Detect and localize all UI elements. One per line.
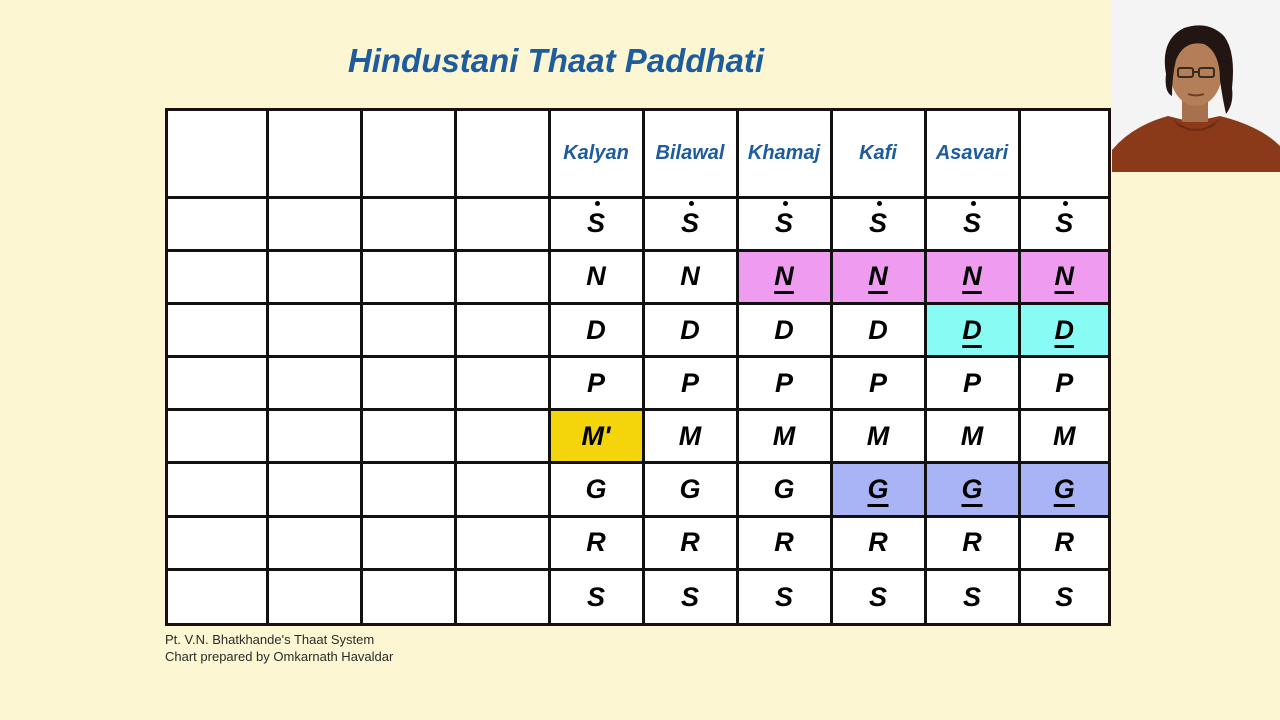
swara-cell [1019, 250, 1108, 303]
note-label: P [586, 367, 605, 398]
empty-cell [361, 303, 455, 356]
thaat-chart [165, 108, 1111, 626]
swara-cell [737, 250, 831, 303]
empty-cell [361, 250, 455, 303]
note-label: R [774, 527, 794, 558]
komal-note: N [774, 261, 794, 292]
empty-cell [361, 570, 455, 623]
empty-cell [455, 516, 549, 569]
swara-cell [925, 357, 1019, 409]
swara-row [168, 357, 1108, 409]
empty-cell [168, 303, 267, 356]
note-label: P [868, 367, 887, 398]
swara-cell [549, 250, 643, 303]
swara-cell [1019, 409, 1108, 462]
note-label: R [962, 527, 982, 558]
swara-row [168, 516, 1108, 569]
note-label: N [586, 261, 606, 292]
note-label: G [679, 473, 701, 504]
swara-cell [737, 409, 831, 462]
note-label: G [773, 473, 795, 504]
chart-credits [165, 631, 393, 665]
note-label: P [1055, 367, 1074, 398]
swara-row [168, 198, 1108, 250]
empty-cell [455, 303, 549, 356]
note-label: S [680, 581, 699, 612]
note-label: G [585, 473, 607, 504]
empty-cell [455, 463, 549, 516]
swara-cell [549, 198, 643, 250]
swara-cell [1019, 303, 1108, 356]
taar-saptak-note: S [962, 208, 981, 239]
empty-cell [361, 409, 455, 462]
swara-cell [643, 463, 737, 516]
swara-cell [925, 409, 1019, 462]
note-label: D [774, 314, 794, 345]
komal-note: G [961, 473, 983, 504]
swara-cell [831, 357, 925, 409]
komal-note: N [868, 261, 888, 292]
empty-cell [267, 570, 361, 623]
swara-row [168, 409, 1108, 462]
swara-cell [643, 198, 737, 250]
swara-cell [643, 357, 737, 409]
note-label: S [868, 581, 887, 612]
swara-row [168, 463, 1108, 516]
swara-cell [549, 516, 643, 569]
empty-cell [267, 250, 361, 303]
swara-cell [925, 250, 1019, 303]
header-cell [361, 111, 455, 198]
swara-cell [831, 409, 925, 462]
note-label: M [772, 420, 796, 451]
empty-cell [267, 409, 361, 462]
swara-cell [831, 463, 925, 516]
note-label: S [586, 581, 605, 612]
empty-cell [267, 463, 361, 516]
thaat-header-kafi: Kafi [831, 111, 925, 198]
empty-cell [168, 357, 267, 409]
empty-cell [361, 198, 455, 250]
komal-note: G [867, 473, 889, 504]
swara-cell [549, 409, 643, 462]
thaat-table [168, 111, 1108, 623]
empty-cell [168, 516, 267, 569]
swara-cell [831, 198, 925, 250]
note-label: M [960, 420, 984, 451]
taar-saptak-note: S [1055, 208, 1074, 239]
taar-saptak-note: S [868, 208, 887, 239]
thaat-header-khamaj: Khamaj [737, 111, 831, 198]
swara-cell [925, 198, 1019, 250]
swara-cell [831, 570, 925, 623]
komal-note: D [1054, 314, 1074, 345]
header-cell [267, 111, 361, 198]
swara-cell [1019, 570, 1108, 623]
empty-cell [455, 409, 549, 462]
note-label: D [868, 314, 888, 345]
thaat-header-kalyan: Kalyan [549, 111, 643, 198]
taar-saptak-note: S [680, 208, 699, 239]
swara-cell [549, 303, 643, 356]
note-label: D [586, 314, 606, 345]
note-label: R [868, 527, 888, 558]
swara-cell [925, 516, 1019, 569]
empty-cell [455, 198, 549, 250]
header-row [168, 111, 1108, 198]
slide-title: Hindustani Thaat Paddhati [347, 42, 765, 79]
note-label: S [774, 581, 793, 612]
swara-cell [831, 250, 925, 303]
empty-cell [267, 357, 361, 409]
note-label: P [962, 367, 981, 398]
empty-cell [168, 570, 267, 623]
note-label: M' [581, 420, 611, 451]
header-cell [168, 111, 267, 198]
empty-cell [168, 250, 267, 303]
swara-cell [737, 357, 831, 409]
empty-cell [361, 516, 455, 569]
swara-cell [1019, 516, 1108, 569]
swara-cell [643, 570, 737, 623]
note-label: M [1053, 420, 1076, 451]
swara-cell [737, 516, 831, 569]
swara-cell [643, 516, 737, 569]
credit-line-author: Chart prepared by Omkarnath Havaldar [165, 649, 394, 664]
note-label: R [680, 527, 700, 558]
swara-cell [737, 198, 831, 250]
note-label: D [680, 314, 700, 345]
note-label: S [962, 581, 981, 612]
swara-cell [549, 357, 643, 409]
swara-row [168, 250, 1108, 303]
note-label: N [680, 261, 700, 292]
presenter-video-image [1112, 0, 1280, 172]
empty-cell [455, 250, 549, 303]
note-label: M [678, 420, 702, 451]
swara-cell [1019, 357, 1108, 409]
header-cell [455, 111, 549, 198]
empty-cell [361, 357, 455, 409]
swara-cell [549, 463, 643, 516]
thaat-header-bilawal: Bilawal [643, 111, 737, 198]
thaat-header-asavari: Asavari [925, 111, 1019, 198]
header-cell [1019, 111, 1108, 198]
swara-cell [1019, 198, 1108, 250]
empty-cell [168, 198, 267, 250]
note-label: S [1055, 581, 1074, 612]
swara-cell [925, 303, 1019, 356]
swara-cell [643, 250, 737, 303]
empty-cell [267, 303, 361, 356]
swara-cell [549, 570, 643, 623]
empty-cell [455, 357, 549, 409]
swara-cell [737, 303, 831, 356]
swara-cell [831, 516, 925, 569]
note-label: P [680, 367, 699, 398]
swara-cell [737, 570, 831, 623]
swara-cell [1019, 463, 1108, 516]
swara-cell [831, 303, 925, 356]
empty-cell [361, 463, 455, 516]
note-label: R [1054, 527, 1074, 558]
taar-saptak-note: S [774, 208, 793, 239]
empty-cell [267, 516, 361, 569]
komal-note: N [1054, 261, 1074, 292]
swara-row [168, 570, 1108, 623]
komal-note: G [1053, 473, 1075, 504]
note-label: R [586, 527, 606, 558]
komal-note: D [962, 314, 982, 345]
swara-cell [737, 463, 831, 516]
komal-note: N [962, 261, 982, 292]
presenter-webcam [1112, 0, 1280, 172]
empty-cell [267, 198, 361, 250]
note-label: M [866, 420, 890, 451]
swara-cell [925, 570, 1019, 623]
note-label: P [774, 367, 793, 398]
swara-cell [643, 409, 737, 462]
empty-cell [168, 409, 267, 462]
swara-row [168, 303, 1108, 356]
taar-saptak-note: S [586, 208, 605, 239]
empty-cell [168, 463, 267, 516]
empty-cell [455, 570, 549, 623]
swara-cell [925, 463, 1019, 516]
swara-cell [643, 303, 737, 356]
credit-line-system: Pt. V.N. Bhatkhande's Thaat System [165, 632, 375, 647]
